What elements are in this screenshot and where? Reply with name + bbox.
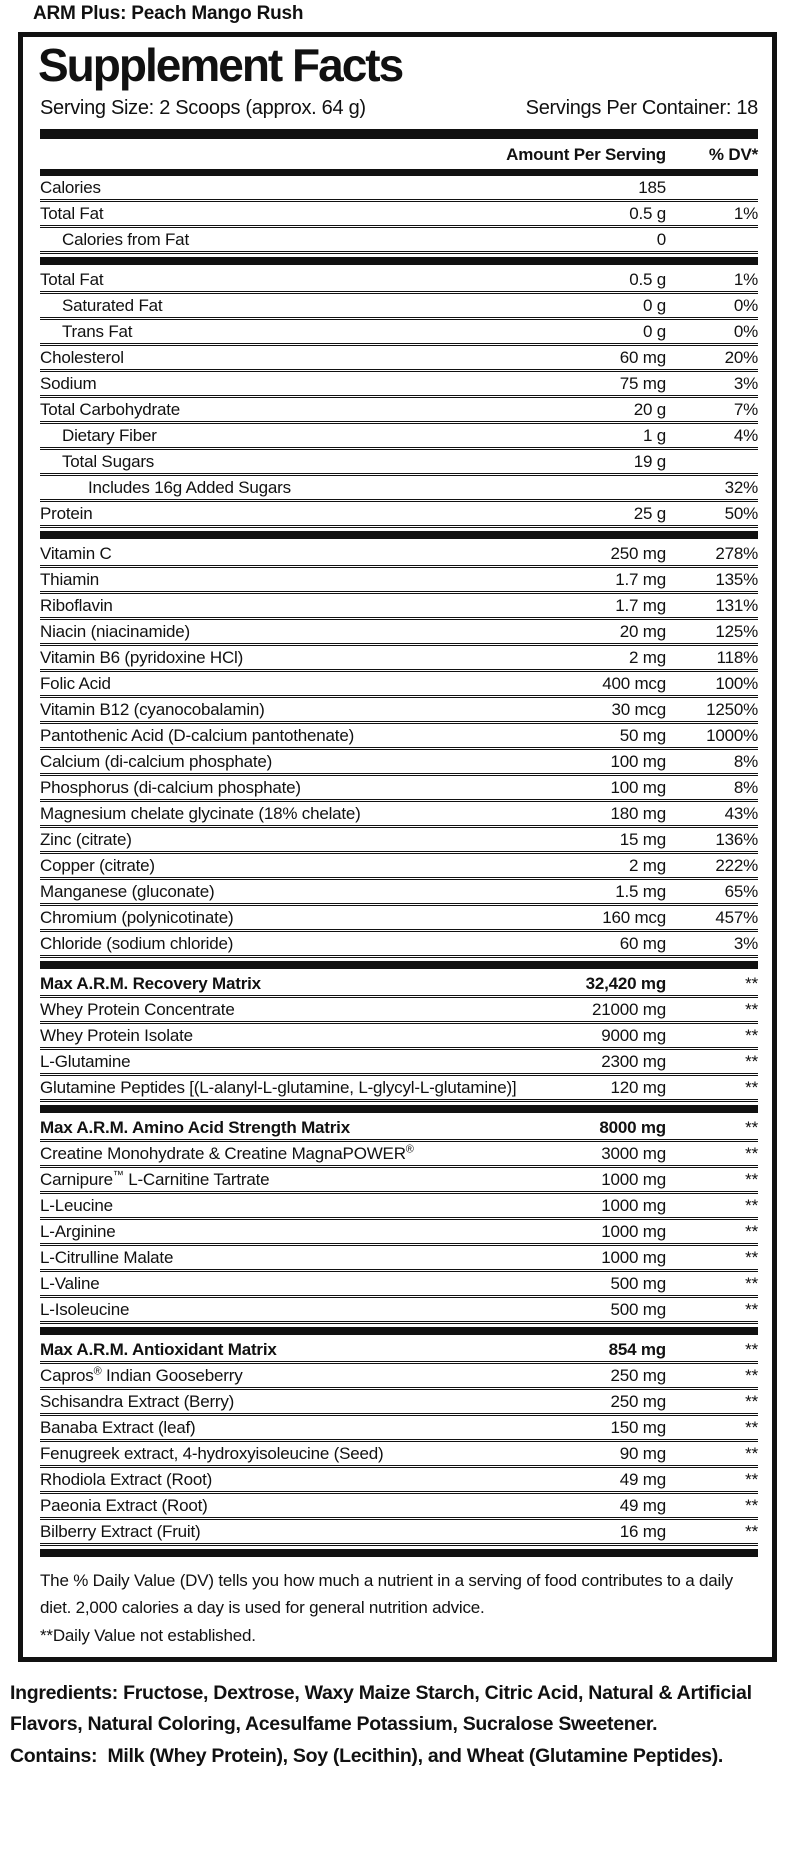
nutrient-amount: 2 mg xyxy=(629,855,666,875)
section-divider-bar xyxy=(40,1327,758,1335)
nutrient-row xyxy=(40,176,758,202)
nutrient-amount: 250 mg xyxy=(610,543,666,563)
nutrient-amount: 180 mg xyxy=(610,803,666,823)
nutrient-name: L-Isoleucine xyxy=(40,1299,130,1319)
nutrient-amount: 60 mg xyxy=(619,933,666,953)
nutrient-dv: ** xyxy=(745,1221,758,1241)
nutrient-name: Banaba Extract (leaf) xyxy=(40,1417,196,1437)
nutrient-dv: 8% xyxy=(733,751,758,771)
nutrient-amount: 0 g xyxy=(642,321,666,341)
section-divider-bar xyxy=(40,961,758,969)
nutrient-dv: ** xyxy=(745,1299,758,1319)
nutrient-dv: 32% xyxy=(724,477,758,497)
nutrient-amount: 250 mg xyxy=(610,1365,666,1385)
nutrient-name: Dietary Fiber xyxy=(62,425,157,445)
nutrient-name: L-Leucine xyxy=(40,1195,113,1215)
nutrient-amount: 500 mg xyxy=(610,1299,666,1319)
nutrient-dv: 135% xyxy=(715,569,758,589)
section-divider-bar xyxy=(40,531,758,539)
nutrient-row xyxy=(40,646,758,672)
nutrient-amount: 400 mcg xyxy=(602,673,666,693)
nutrient-amount: 1.7 mg xyxy=(615,569,666,589)
nutrient-name: Niacin (niacinamide) xyxy=(40,621,191,641)
nutrient-name: Total Sugars xyxy=(62,451,155,471)
nutrient-row xyxy=(40,1220,758,1246)
nutrient-dv: ** xyxy=(745,1117,758,1137)
nutrient-dv: 1250% xyxy=(706,699,758,719)
nutrient-dv: ** xyxy=(745,1365,758,1385)
footnote xyxy=(40,1560,758,1650)
nutrient-dv: 43% xyxy=(724,803,758,823)
nutrient-dv: 131% xyxy=(715,595,758,615)
nutrient-amount: 1000 mg xyxy=(601,1247,666,1267)
nutrient-row xyxy=(40,620,758,646)
nutrient-amount: 32,420 mg xyxy=(585,973,666,993)
nutrient-dv: ** xyxy=(745,1169,758,1189)
nutrient-row xyxy=(40,1298,758,1324)
dv-footnote: The % Daily Value (DV) tells you how much a nutrient in a serving of food contributes to a daily diet. 2,000 calories a day is used for general nutrition advice. xyxy=(40,1570,733,1618)
nutrient-dv: 1% xyxy=(733,269,758,289)
nutrient-dv: 8% xyxy=(733,777,758,797)
percent-dv-header: % DV* xyxy=(708,144,758,164)
nutrient-dv: 3% xyxy=(733,373,758,393)
nutrient-dv: ** xyxy=(745,1521,758,1541)
nutrient-dv: ** xyxy=(745,999,758,1019)
nutrient-name: L-Citrulline Malate xyxy=(40,1247,174,1267)
nutrient-name: Calories xyxy=(40,177,101,197)
nutrient-name: L-Glutamine xyxy=(40,1051,131,1071)
nutrient-dv: ** xyxy=(745,1077,758,1097)
nutrient-name: Capros® Indian Gooseberry xyxy=(40,1365,243,1385)
nutrient-rows xyxy=(40,176,758,1557)
nutrient-row xyxy=(40,202,758,228)
servings-per-container: Servings Per Container: 18 xyxy=(525,96,758,119)
nutrient-name: Bilberry Extract (Fruit) xyxy=(40,1521,201,1541)
nutrient-amount: 20 mg xyxy=(619,621,666,641)
nutrient-row xyxy=(40,320,758,346)
nutrient-row xyxy=(40,1194,758,1220)
nutrient-dv: 1000% xyxy=(706,725,758,745)
nutrient-amount: 1000 mg xyxy=(601,1169,666,1189)
nutrient-amount: 1000 mg xyxy=(601,1221,666,1241)
nutrient-name: Vitamin B6 (pyridoxine HCl) xyxy=(40,647,244,667)
nutrient-row xyxy=(40,1168,758,1194)
nutrient-row xyxy=(40,698,758,724)
nutrient-dv: 0% xyxy=(733,321,758,341)
nutrient-dv: 136% xyxy=(715,829,758,849)
nutrient-row xyxy=(40,1442,758,1468)
nutrient-amount: 1.5 mg xyxy=(615,881,666,901)
nutrient-amount: 0.5 g xyxy=(629,203,666,223)
panel-title: Supplement Facts xyxy=(38,39,403,91)
nutrient-dv: ** xyxy=(745,1025,758,1045)
nutrient-amount: 9000 mg xyxy=(601,1025,666,1045)
nutrient-amount: 250 mg xyxy=(610,1391,666,1411)
nutrient-name: Thiamin xyxy=(40,569,100,589)
nutrient-dv: 457% xyxy=(715,907,758,927)
nutrient-name: Total Carbohydrate xyxy=(40,399,181,419)
nutrient-name: Calories from Fat xyxy=(62,229,189,249)
nutrient-amount: 15 mg xyxy=(619,829,666,849)
nutrient-dv: ** xyxy=(745,1143,758,1163)
nutrient-dv: ** xyxy=(745,1469,758,1489)
nutrient-row xyxy=(40,1468,758,1494)
nutrient-amount: 19 g xyxy=(633,451,666,471)
nutrient-dv: 3% xyxy=(733,933,758,953)
nutrient-row xyxy=(40,1416,758,1442)
nutrient-name: Glutamine Peptides [(L-alanyl-L-glutamine, L-glycyl-L-glutamine)] xyxy=(40,1077,517,1097)
nutrient-amount: 1.7 mg xyxy=(615,595,666,615)
nutrient-dv: ** xyxy=(745,1247,758,1267)
nutrient-name: Includes 16g Added Sugars xyxy=(88,477,291,497)
nutrient-name: Total Fat xyxy=(40,269,104,289)
nutrient-row xyxy=(40,1338,758,1364)
nutrient-row xyxy=(40,1076,758,1102)
nutrient-name: Folic Acid xyxy=(40,673,111,693)
nutrient-amount: 854 mg xyxy=(608,1339,666,1359)
nutrient-amount: 90 mg xyxy=(619,1443,666,1463)
product-title: ARM Plus: Peach Mango Rush xyxy=(33,3,304,24)
nutrient-amount: 3000 mg xyxy=(601,1143,666,1163)
header-divider-bar xyxy=(40,169,758,176)
nutrient-dv: ** xyxy=(745,973,758,993)
not-established-footnote: **Daily Value not established. xyxy=(40,1625,256,1645)
nutrient-row xyxy=(40,1246,758,1272)
nutrient-row xyxy=(40,1390,758,1416)
contains-paragraph: Contains: Milk (Whey Protein), Soy (Lecithin), and Wheat (Glutamine Peptides). xyxy=(10,1744,724,1767)
nutrient-row xyxy=(40,268,758,294)
nutrient-dv: 65% xyxy=(724,881,758,901)
nutrient-name: Schisandra Extract (Berry) xyxy=(40,1391,235,1411)
nutrient-name: L-Valine xyxy=(40,1273,100,1293)
nutrient-amount: 75 mg xyxy=(619,373,666,393)
nutrient-row xyxy=(40,802,758,828)
nutrient-dv: ** xyxy=(745,1443,758,1463)
nutrient-row xyxy=(40,932,758,958)
serving-size: Serving Size: 2 Scoops (approx. 64 g) xyxy=(40,96,366,119)
nutrient-name: Creatine Monohydrate & Creatine MagnaPOWER® xyxy=(40,1143,414,1163)
nutrient-dv: ** xyxy=(745,1273,758,1293)
nutrient-row xyxy=(40,854,758,880)
nutrient-row xyxy=(40,424,758,450)
nutrient-amount: 1 g xyxy=(642,425,666,445)
nutrient-row xyxy=(40,1050,758,1076)
nutrient-dv: ** xyxy=(745,1051,758,1071)
nutrient-name: Total Fat xyxy=(40,203,104,223)
nutrient-name: Carnipure™ L-Carnitine Tartrate xyxy=(40,1169,270,1189)
nutrient-dv: 278% xyxy=(715,543,758,563)
nutrient-dv: 222% xyxy=(715,855,758,875)
nutrient-amount: 1000 mg xyxy=(601,1195,666,1215)
nutrient-row xyxy=(40,906,758,932)
nutrient-name: Saturated Fat xyxy=(62,295,163,315)
nutrient-name: Sodium xyxy=(40,373,97,393)
nutrient-amount: 21000 mg xyxy=(591,999,666,1019)
nutrient-name: Max A.R.M. Recovery Matrix xyxy=(40,973,261,993)
nutrient-row xyxy=(40,724,758,750)
nutrient-amount: 0 g xyxy=(642,295,666,315)
nutrient-amount: 49 mg xyxy=(619,1469,666,1489)
nutrient-row xyxy=(40,1024,758,1050)
nutrient-dv: 0% xyxy=(733,295,758,315)
nutrient-dv: 4% xyxy=(733,425,758,445)
nutrient-amount: 160 mcg xyxy=(602,907,666,927)
nutrient-name: Chromium (polynicotinate) xyxy=(40,907,234,927)
nutrient-amount: 185 xyxy=(638,177,666,197)
nutrient-amount: 20 g xyxy=(633,399,666,419)
section-divider-bar xyxy=(40,257,758,265)
nutrient-row xyxy=(40,398,758,424)
thick-divider-bar xyxy=(40,129,758,139)
supplement-facts-panel xyxy=(18,32,777,1662)
nutrient-dv: 118% xyxy=(716,647,758,667)
nutrient-name: Riboflavin xyxy=(40,595,113,615)
nutrient-dv: ** xyxy=(745,1417,758,1437)
nutrient-dv: ** xyxy=(745,1495,758,1515)
bottom-text xyxy=(10,1678,791,1772)
nutrient-name: Phosphorus (di-calcium phosphate) xyxy=(40,777,301,797)
nutrient-row xyxy=(40,672,758,698)
nutrient-dv: ** xyxy=(745,1339,758,1359)
nutrient-name: Zinc (citrate) xyxy=(40,829,132,849)
nutrient-row xyxy=(40,1272,758,1298)
nutrient-name: Vitamin B12 (cyanocobalamin) xyxy=(40,699,265,719)
nutrient-row xyxy=(40,1364,758,1390)
nutrient-dv: 7% xyxy=(733,399,758,419)
nutrient-row xyxy=(40,502,758,528)
nutrient-amount: 25 g xyxy=(633,503,666,523)
nutrient-amount: 500 mg xyxy=(610,1273,666,1293)
nutrient-name: Calcium (di-calcium phosphate) xyxy=(40,751,273,771)
nutrient-amount: 100 mg xyxy=(610,751,666,771)
nutrient-name: Rhodiola Extract (Root) xyxy=(40,1469,213,1489)
nutrient-amount: 2300 mg xyxy=(601,1051,666,1071)
nutrient-amount: 0 xyxy=(656,229,666,249)
nutrient-name: Trans Fat xyxy=(62,321,133,341)
nutrient-name: Protein xyxy=(40,503,93,523)
nutrient-row xyxy=(40,1494,758,1520)
nutrient-amount: 60 mg xyxy=(619,347,666,367)
nutrient-row xyxy=(40,1142,758,1168)
nutrient-dv: 1% xyxy=(733,203,758,223)
nutrient-name: Paeonia Extract (Root) xyxy=(40,1495,208,1515)
nutrient-row xyxy=(40,450,758,476)
ingredients-paragraph: Ingredients: Fructose, Dextrose, Waxy Maize Starch, Citric Acid, Natural & Artificial Flavors, Natural Coloring, Acesulfame Potassium, Sucralose Sweetener. xyxy=(10,1682,757,1736)
nutrient-name: Whey Protein Concentrate xyxy=(40,999,235,1019)
nutrient-name: L-Arginine xyxy=(40,1221,116,1241)
column-headers xyxy=(40,139,758,169)
nutrient-row xyxy=(40,346,758,372)
nutrient-dv: ** xyxy=(745,1195,758,1215)
nutrient-name: Cholesterol xyxy=(40,347,124,367)
nutrient-row xyxy=(40,568,758,594)
nutrient-row xyxy=(40,476,758,502)
nutrient-name: Vitamin C xyxy=(40,543,112,563)
nutrient-dv: 125% xyxy=(715,621,758,641)
nutrient-name: Fenugreek extract, 4-hydroxyisoleucine (Seed) xyxy=(40,1443,384,1463)
nutrient-name: Manganese (gluconate) xyxy=(40,881,215,901)
nutrient-amount: 30 mcg xyxy=(611,699,666,719)
nutrient-name: Copper (citrate) xyxy=(40,855,155,875)
nutrient-dv: 50% xyxy=(724,503,758,523)
nutrient-row xyxy=(40,972,758,998)
nutrient-amount: 150 mg xyxy=(610,1417,666,1437)
nutrient-row xyxy=(40,594,758,620)
nutrient-row xyxy=(40,880,758,906)
nutrient-row xyxy=(40,1520,758,1546)
nutrient-name: Chloride (sodium chloride) xyxy=(40,933,234,953)
nutrient-name: Pantothenic Acid (D-calcium pantothenate) xyxy=(40,725,355,745)
nutrient-amount: 50 mg xyxy=(619,725,666,745)
amount-per-serving-header: Amount Per Serving xyxy=(506,144,666,164)
nutrient-name: Max A.R.M. Antioxidant Matrix xyxy=(40,1339,277,1359)
serving-info xyxy=(40,95,758,129)
nutrient-row xyxy=(40,776,758,802)
section-divider-bar xyxy=(40,1549,758,1557)
nutrient-dv: 20% xyxy=(724,347,758,367)
nutrient-dv: 100% xyxy=(715,673,758,693)
section-divider-bar xyxy=(40,1105,758,1113)
nutrient-row xyxy=(40,228,758,254)
nutrient-dv: ** xyxy=(745,1391,758,1411)
nutrient-row xyxy=(40,294,758,320)
nutrient-row xyxy=(40,372,758,398)
nutrient-amount: 16 mg xyxy=(619,1521,666,1541)
nutrient-row xyxy=(40,750,758,776)
nutrient-name: Magnesium chelate glycinate (18% chelate) xyxy=(40,803,361,823)
nutrient-row xyxy=(40,542,758,568)
nutrient-amount: 8000 mg xyxy=(599,1117,666,1137)
nutrient-amount: 2 mg xyxy=(629,647,666,667)
nutrient-amount: 0.5 g xyxy=(629,269,666,289)
nutrient-name: Max A.R.M. Amino Acid Strength Matrix xyxy=(40,1117,350,1137)
nutrient-name: Whey Protein Isolate xyxy=(40,1025,193,1045)
nutrient-row xyxy=(40,828,758,854)
nutrient-row xyxy=(40,1116,758,1142)
nutrient-amount: 49 mg xyxy=(619,1495,666,1515)
nutrient-amount: 100 mg xyxy=(610,777,666,797)
nutrient-row xyxy=(40,998,758,1024)
nutrient-amount: 120 mg xyxy=(610,1077,666,1097)
